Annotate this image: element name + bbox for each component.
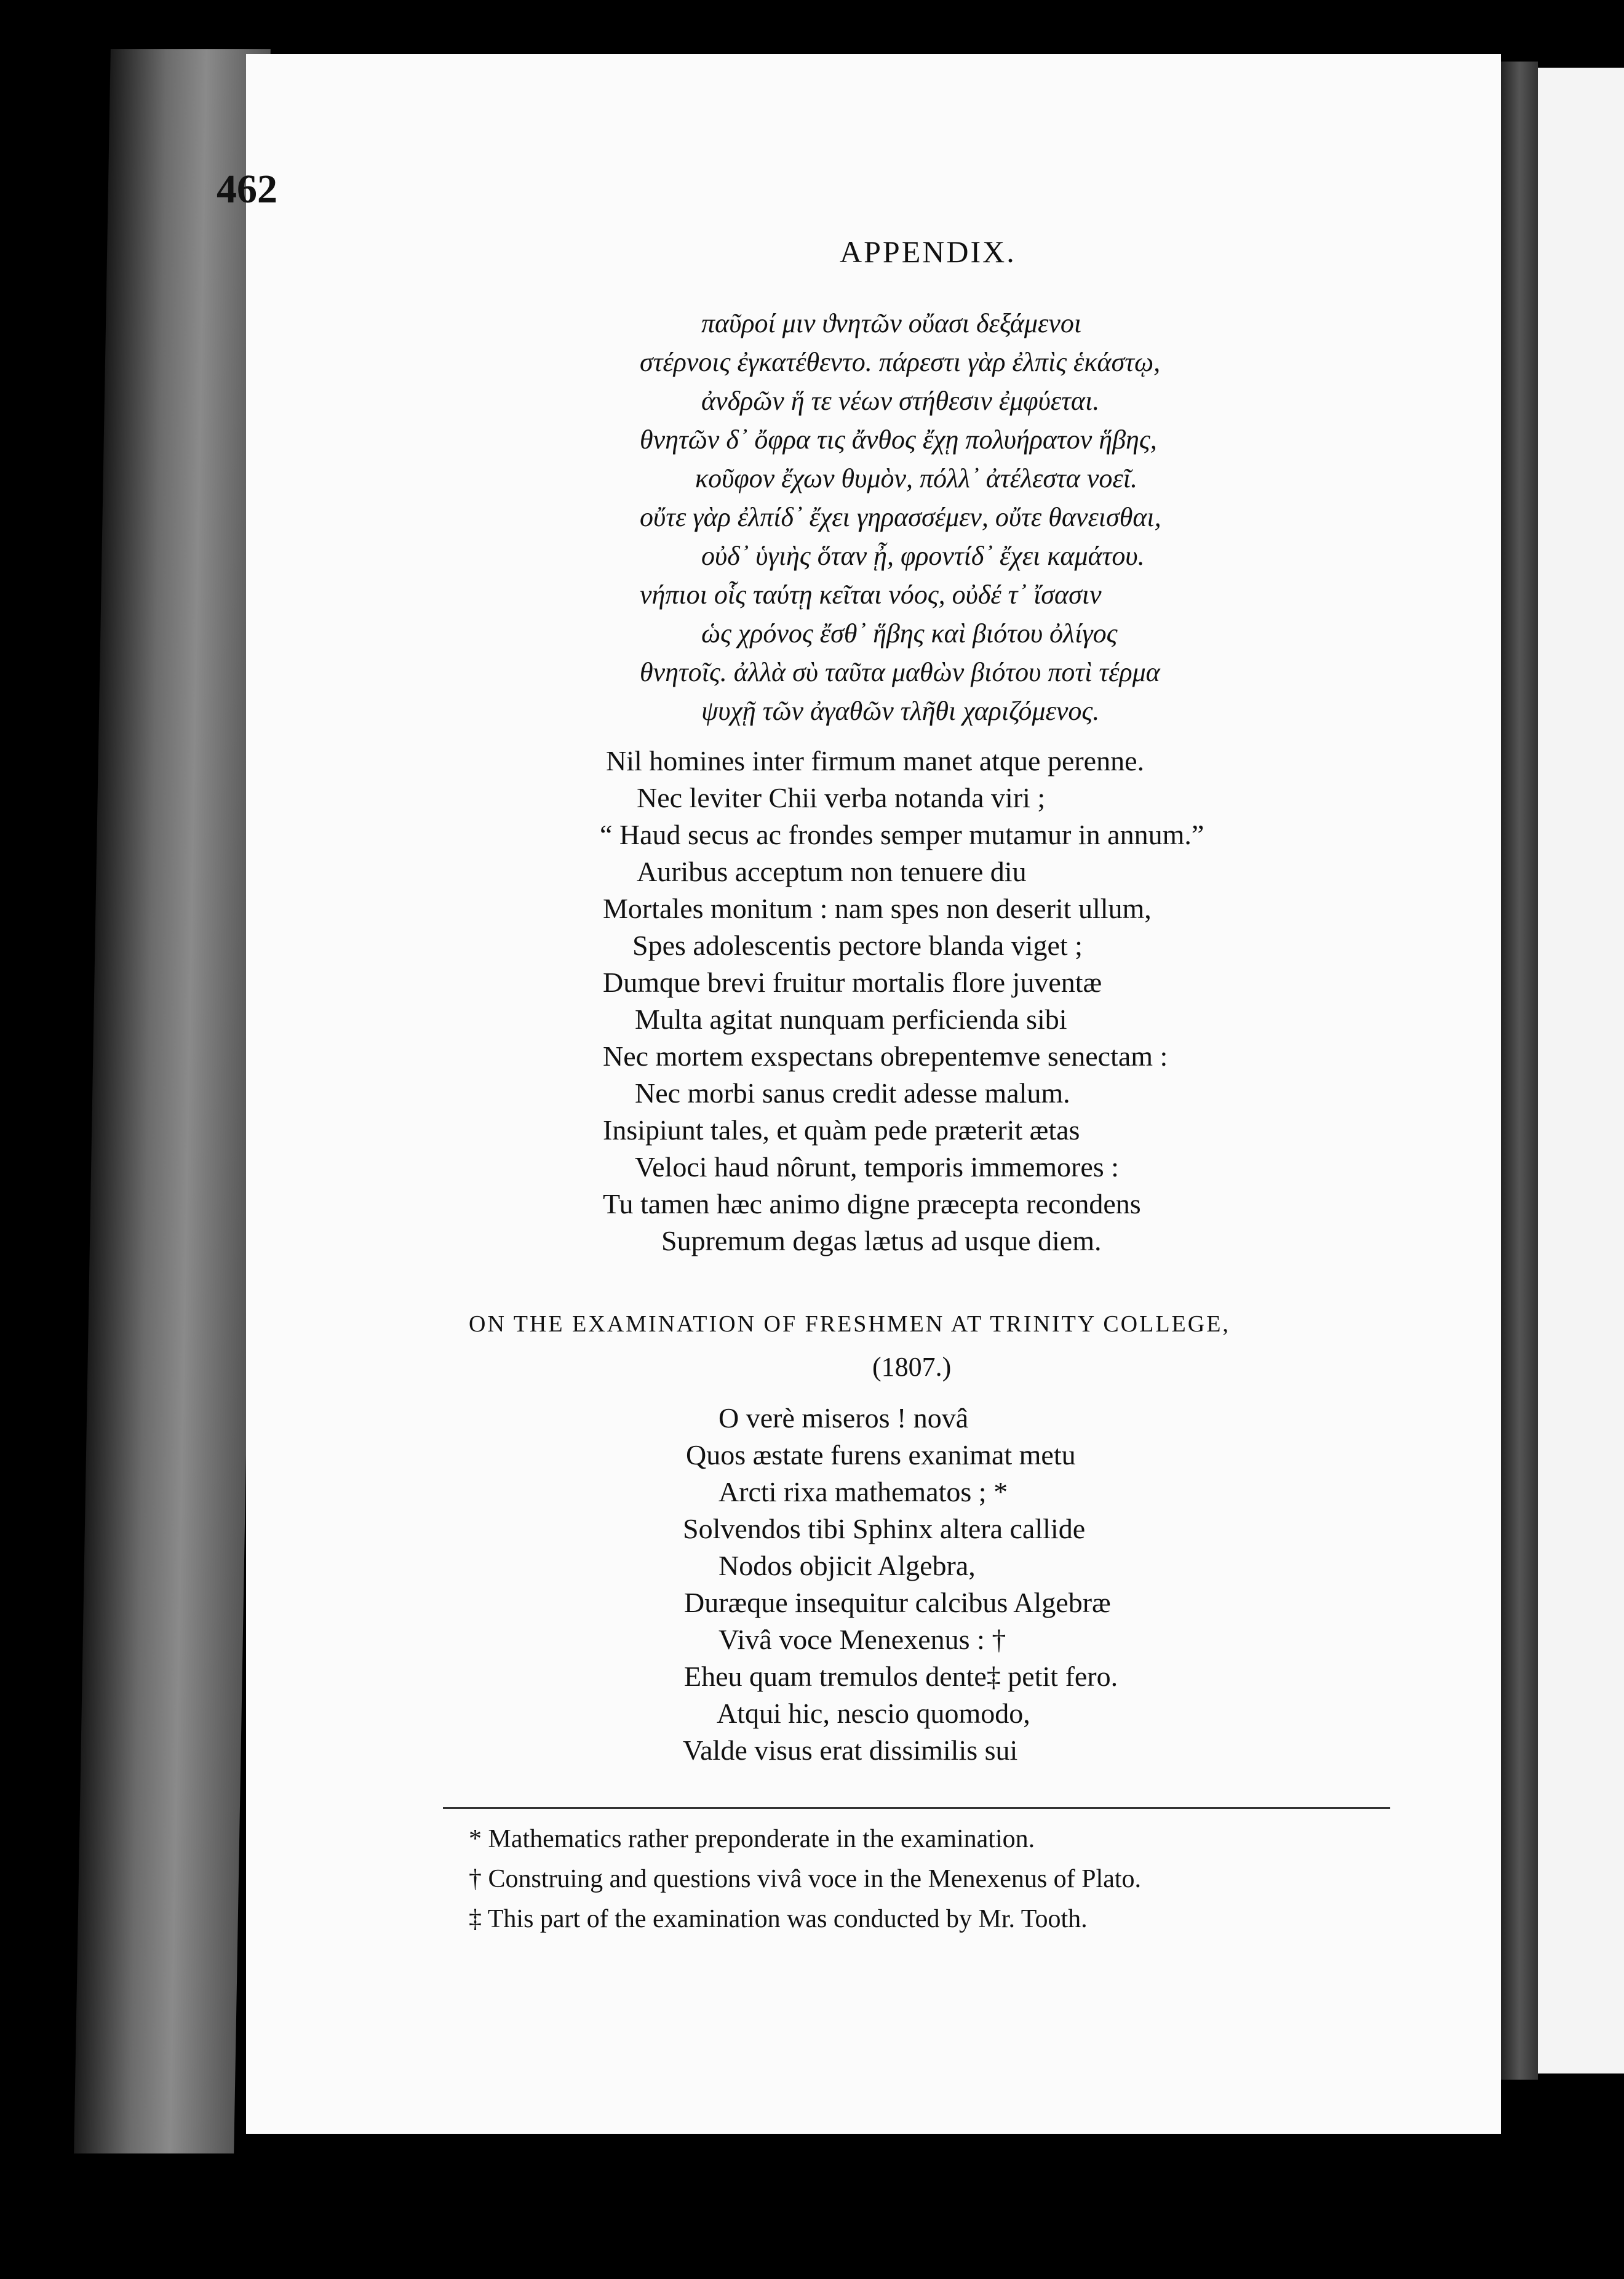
footnote: * Mathematics rather preponderate in the examination. <box>469 1825 1035 1853</box>
footnote-rule <box>443 1807 1390 1809</box>
running-head: APPENDIX. <box>840 234 1016 269</box>
ode-line: Vivâ voce Menexenus : † <box>718 1624 1006 1655</box>
ode-line: Quos æstate furens exanimat metu <box>686 1439 1076 1471</box>
latin-line: Tu tamen hæc animo digne præcepta recondens <box>603 1188 1141 1219</box>
latin-line: Nil homines inter firmum manet atque perenne. <box>606 745 1145 776</box>
latin-line: Multa agitat nunquam perficienda sibi <box>635 1004 1067 1035</box>
footnote: ‡ This part of the examination was conducted by Mr. Tooth. <box>469 1905 1088 1933</box>
latin-line: Supremum degas lætus ad usque diem. <box>661 1225 1102 1256</box>
ode-line: Solvendos tibi Sphinx altera callide <box>683 1513 1086 1544</box>
greek-line: στέρνοις ἐγκατέθεντο. πάρεστι γὰρ ἐλπὶς ἑκάστῳ, <box>640 347 1161 377</box>
latin-line: Nec leviter Chii verba notanda viri ; <box>637 782 1046 813</box>
latin-line: Dumque brevi fruitur mortalis flore juventæ <box>603 967 1102 998</box>
section-heading: ON THE EXAMINATION OF FRESHMEN AT TRINITY COLLEGE, <box>469 1311 1230 1337</box>
facing-page-edge <box>1501 62 1538 2080</box>
facing-page <box>1538 68 1624 2073</box>
latin-line: Mortales monitum : nam spes non deserit ullum, <box>603 893 1152 924</box>
greek-line: ψυχῇ τῶν ἀγαθῶν τλῆθι χαριζόμενος. <box>701 696 1100 726</box>
latin-line: Auribus acceptum non tenuere diu <box>637 856 1027 887</box>
greek-line: ἀνδρῶν ἥ τε νέων στήθεσιν ἐμφύεται. <box>701 386 1100 416</box>
greek-line: ὡς χρόνος ἔσθ᾽ ἥβης καὶ βιότου ὀλίγος <box>701 618 1118 649</box>
ode-line: O verè miseros ! novâ <box>718 1402 969 1434</box>
latin-line: Nec mortem exspectans obrepentemve senectam : <box>603 1040 1168 1072</box>
greek-line: νήπιοι οἷς ταύτῃ κεῖται νόος, οὐδέ τ᾽ ἴσασιν <box>640 580 1102 610</box>
book-spine-edge <box>74 49 271 2153</box>
greek-line: θνητοῖς. ἀλλὰ σὺ ταῦτα μαθὼν βιότου ποτὶ τέρμα <box>640 657 1160 687</box>
ode-line: Valde visus erat dissimilis sui <box>683 1734 1018 1766</box>
latin-line: “ Haud secus ac frondes semper mutamur in annum.” <box>600 819 1204 850</box>
ode-line: Eheu quam tremulos dente‡ petit fero. <box>684 1661 1118 1692</box>
latin-line: Veloci haud nôrunt, temporis immemores : <box>635 1151 1119 1183</box>
greek-line: οὐδ᾽ ὑγιὴς ὅταν ᾖ, φροντίδ᾽ ἔχει καμάτου. <box>701 541 1145 571</box>
latin-line: Nec morbi sanus credit adesse malum. <box>635 1077 1070 1109</box>
footnote: † Construing and questions vivâ voce in the Menexenus of Plato. <box>469 1865 1142 1893</box>
latin-line: Insipiunt tales, et quàm pede præterit ætas <box>603 1114 1080 1146</box>
page-number: 462 <box>217 167 277 212</box>
ode-line: Duræque insequitur calcibus Algebræ <box>684 1587 1111 1618</box>
latin-line: Spes adolescentis pectore blanda viget ; <box>632 930 1083 961</box>
ode-line: Atqui hic, nescio quomodo, <box>717 1698 1030 1729</box>
section-year: (1807.) <box>872 1352 952 1382</box>
greek-line: οὔτε γὰρ ἐλπίδ᾽ ἔχει γηρασσέμεν, οὔτε θανεισθαι, <box>640 502 1161 532</box>
ode-line: Arcti rixa mathematos ; * <box>718 1476 1008 1507</box>
ode-line: Nodos objicit Algebra, <box>718 1550 976 1581</box>
greek-line: θνητῶν δ᾽ ὄφρα τις ἄνθος ἔχῃ πολυήρατον ἥβης, <box>640 425 1157 455</box>
greek-line: παῦροί μιν ϑνητῶν οὔασι δεξάμενοι <box>701 308 1082 338</box>
greek-line: κοῦφον ἔχων θυμὸν, πόλλ᾽ ἀτέλεστα νοεῖ. <box>695 463 1137 493</box>
